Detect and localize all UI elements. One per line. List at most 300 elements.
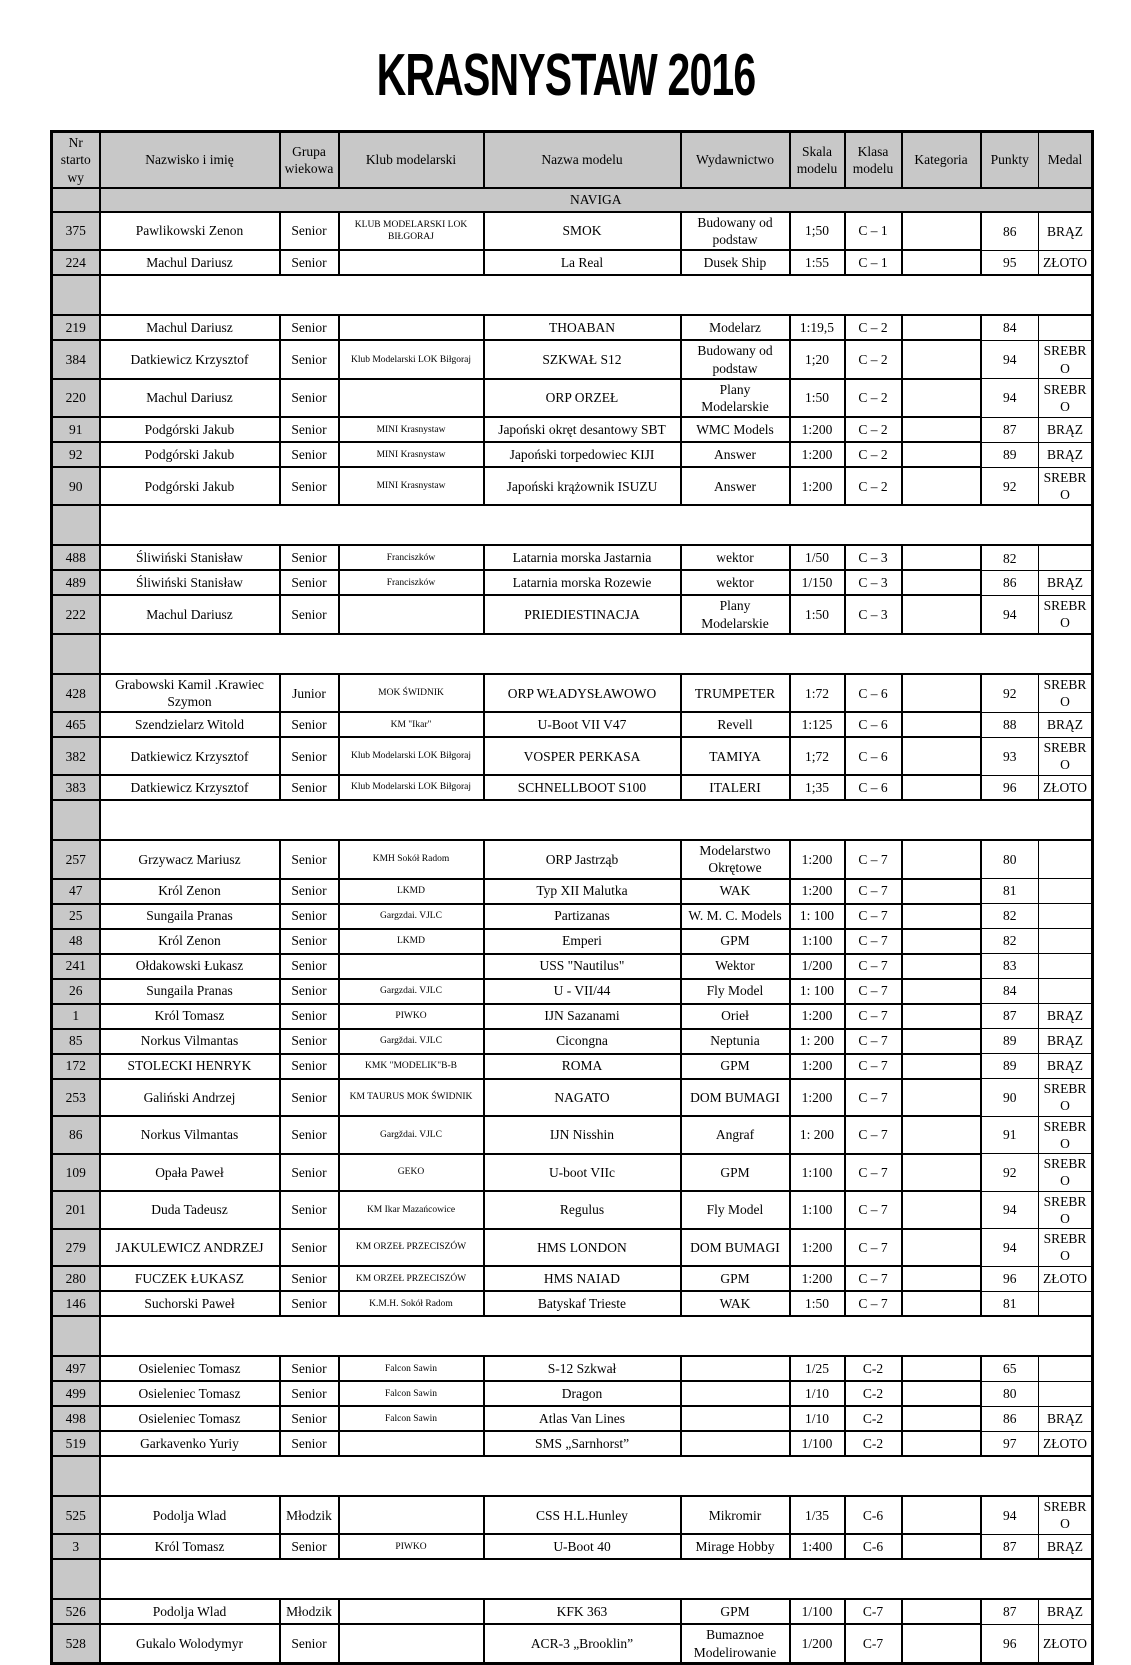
cell-age-group: Senior [280,1624,339,1663]
cell-age-group: Senior [280,379,339,418]
cell-model-name: U - VII/44 [484,979,681,1004]
cell-category [902,1079,981,1117]
cell-medal: ZŁOTO [1039,250,1093,275]
cell-points: 82 [981,929,1039,954]
cell-age-group: Senior [280,1029,339,1054]
cell-model-name: Dragon [484,1381,681,1406]
cell-competitor-name: Król Zenon [100,929,280,954]
cell-medal: ZŁOTO [1039,1266,1093,1291]
cell-points: 82 [981,545,1039,570]
cell-age-group: Senior [280,467,339,505]
cell-model-class: C – 7 [845,879,902,904]
cell-publisher: ITALERI [681,775,790,800]
cell-start-number: 48 [52,929,100,954]
cell-model-scale: 1:100 [790,929,845,954]
cell-publisher [681,1381,790,1406]
cell-competitor-name: STOLECKI HENRYK [100,1054,280,1079]
cell-points: 89 [981,1054,1039,1079]
cell-model-class: C – 7 [845,954,902,979]
cell-age-group: Senior [280,1079,339,1117]
cell-model-class: C – 7 [845,1029,902,1054]
cell-model-scale: 1:200 [790,879,845,904]
cell-competitor-name: FUCZEK ŁUKASZ [100,1266,280,1291]
cell-age-group: Senior [280,840,339,879]
cell-publisher: GPM [681,1054,790,1079]
cell-model-name: SZKWAŁ S12 [484,340,681,379]
cell-medal: BRĄZ [1039,1004,1093,1029]
cell-start-number: 26 [52,979,100,1004]
cell-publisher: Fly Model [681,979,790,1004]
cell-points: 81 [981,879,1039,904]
cell-medal: SREBRO [1039,1496,1093,1534]
cell-model-club: KM ORZEŁ PRZECISZÓW [339,1229,484,1267]
cell-publisher: Answer [681,467,790,505]
cell-model-club: KMH Sokół Radom [339,840,484,879]
cell-model-class: C – 7 [845,840,902,879]
column-header-model-name: Nazwa modelu [484,132,681,188]
cell-model-name: Regulus [484,1191,681,1229]
cell-model-class: C-7 [845,1624,902,1663]
cell-competitor-name: Osieleniec Tomasz [100,1406,280,1431]
cell-medal [1039,545,1093,570]
cell-competitor-name: Norkus Vilmantas [100,1116,280,1154]
cell-model-class: C – 7 [845,1079,902,1117]
cell-competitor-name: Król Zenon [100,879,280,904]
cell-points: 92 [981,1154,1039,1192]
cell-medal: ZŁOTO [1039,1431,1093,1456]
cell-age-group: Senior [280,1229,339,1267]
table-row [52,1266,1093,1291]
cell-model-class: C-6 [845,1496,902,1534]
cell-competitor-name: JAKULEWICZ ANDRZEJ [100,1229,280,1267]
cell-category [902,737,981,775]
cell-age-group: Senior [280,712,339,737]
cell-model-club: Falcon Sawin [339,1406,484,1431]
cell-category [902,929,981,954]
cell-model-club: KMK "MODELIK"B-B [339,1054,484,1079]
cell-model-scale: 1:200 [790,840,845,879]
cell-competitor-name: Podgórski Jakub [100,442,280,467]
cell-category [902,879,981,904]
column-header-medal: Medal [1039,132,1093,188]
cell-publisher: W. M. C. Models [681,904,790,929]
cell-age-group: Senior [280,1116,339,1154]
cell-model-class: C – 7 [845,1191,902,1229]
cell-competitor-name: Datkiewicz Krzysztof [100,775,280,800]
cell-publisher: GPM [681,1154,790,1192]
cell-medal: BRĄZ [1039,1054,1093,1079]
cell-competitor-name: Galiński Andrzej [100,1079,280,1117]
table-row [52,979,1093,1004]
cell-model-scale: 1:125 [790,712,845,737]
cell-start-number: 219 [52,315,100,340]
spacer-cell [100,634,1093,674]
cell-model-club: PIWKO [339,1004,484,1029]
cell-medal: BRĄZ [1039,1599,1093,1624]
cell-medal [1039,1356,1093,1381]
table-row [52,1534,1093,1559]
cell-model-club: LKMD [339,929,484,954]
cell-points: 87 [981,417,1039,442]
cell-competitor-name: Gukalo Wolodymyr [100,1624,280,1663]
cell-model-class: C – 7 [845,929,902,954]
cell-model-club: PIWKO [339,1534,484,1559]
cell-competitor-name: Opała Paweł [100,1154,280,1192]
cell-start-number [52,505,100,545]
cell-model-club: Klub Modelarski LOK Biłgoraj [339,340,484,379]
cell-competitor-name: Machul Dariusz [100,595,280,634]
cell-model-club [339,595,484,634]
table-row [52,1004,1093,1029]
cell-model-scale: 1:200 [790,1266,845,1291]
cell-competitor-name: Machul Dariusz [100,315,280,340]
cell-category [902,595,981,634]
cell-medal: SREBRO [1039,674,1093,713]
cell-start-number: 47 [52,879,100,904]
cell-start-number: 528 [52,1624,100,1663]
cell-points: 94 [981,1496,1039,1534]
cell-publisher: Budowany od podstaw [681,212,790,251]
cell-model-club: Falcon Sawin [339,1356,484,1381]
table-row [52,570,1093,595]
cell-category [902,1191,981,1229]
cell-age-group: Senior [280,570,339,595]
cell-model-name: NAGATO [484,1079,681,1117]
cell-publisher: Bumaznoe Modelirowanie [681,1624,790,1663]
cell-start-number: 109 [52,1154,100,1192]
cell-model-scale: 1/100 [790,1431,845,1456]
cell-model-class: C – 7 [845,904,902,929]
cell-category [902,1431,981,1456]
cell-start-number: 86 [52,1116,100,1154]
cell-model-name: CSS H.L.Hunley [484,1496,681,1534]
cell-model-scale: 1:200 [790,1004,845,1029]
cell-publisher: Fly Model [681,1191,790,1229]
cell-model-name: USS "Nautilus" [484,954,681,979]
cell-model-class: C – 7 [845,1004,902,1029]
cell-model-name: ROMA [484,1054,681,1079]
cell-model-club: Klub Modelarski LOK Biłgoraj [339,737,484,775]
cell-category [902,1266,981,1291]
cell-model-class: C – 7 [845,1229,902,1267]
cell-model-name: Latarnia morska Rozewie [484,570,681,595]
cell-start-number [52,1316,100,1356]
spacer-cell [100,800,1093,840]
cell-competitor-name: Osieleniec Tomasz [100,1381,280,1406]
cell-points: 96 [981,1266,1039,1291]
cell-points: 89 [981,442,1039,467]
cell-model-club: Gargždai. VJLC [339,1029,484,1054]
table-row [52,417,1093,442]
column-header-start-number: Nr starto wy [52,132,100,188]
table-row [52,545,1093,570]
cell-points: 84 [981,315,1039,340]
cell-points: 94 [981,1191,1039,1229]
cell-start-number: 488 [52,545,100,570]
cell-medal: BRĄZ [1039,1534,1093,1559]
cell-competitor-name: Król Tomasz [100,1534,280,1559]
table-row [52,674,1093,713]
cell-model-class: C-2 [845,1356,902,1381]
cell-model-scale: 1: 200 [790,1116,845,1154]
spacer-cell [100,505,1093,545]
cell-model-name: HMS NAIAD [484,1266,681,1291]
cell-model-class: C – 2 [845,417,902,442]
cell-publisher: Angraf [681,1116,790,1154]
cell-model-club: KM ORZEŁ PRZECISZÓW [339,1266,484,1291]
cell-start-number: 525 [52,1496,100,1534]
cell-start-number: 383 [52,775,100,800]
cell-start-number: 241 [52,954,100,979]
cell-competitor-name: Sungaila Pranas [100,904,280,929]
cell-age-group: Senior [280,1356,339,1381]
cell-model-scale: 1:200 [790,1054,845,1079]
cell-points: 94 [981,595,1039,634]
cell-model-class: C – 6 [845,712,902,737]
table-row [52,1624,1093,1663]
cell-model-class: C-2 [845,1381,902,1406]
cell-category [902,1356,981,1381]
cell-points: 94 [981,379,1039,418]
cell-publisher [681,1406,790,1431]
cell-medal: SREBRO [1039,340,1093,379]
cell-category [902,570,981,595]
cell-age-group: Senior [280,442,339,467]
cell-model-club: MINI Krasnystaw [339,467,484,505]
cell-points: 87 [981,1004,1039,1029]
cell-model-class: C – 2 [845,315,902,340]
cell-start-number: 3 [52,1534,100,1559]
cell-points: 87 [981,1534,1039,1559]
cell-competitor-name: Podgórski Jakub [100,467,280,505]
cell-medal: SREBRO [1039,1191,1093,1229]
cell-model-club: MOK ŚWIDNIK [339,674,484,713]
cell-category [902,1496,981,1534]
cell-start-number: 90 [52,467,100,505]
cell-age-group: Senior [280,417,339,442]
cell-competitor-name: Machul Dariusz [100,250,280,275]
cell-medal: BRĄZ [1039,417,1093,442]
cell-model-club: LKMD [339,879,484,904]
cell-model-club [339,1431,484,1456]
cell-category [902,954,981,979]
spacer-row [52,1316,1093,1356]
cell-age-group: Senior [280,545,339,570]
cell-model-scale: 1:100 [790,1191,845,1229]
cell-medal: ZŁOTO [1039,775,1093,800]
cell-model-name: Latarnia morska Jastarnia [484,545,681,570]
table-row [52,737,1093,775]
cell-model-scale: 1:200 [790,1229,845,1267]
cell-model-club: Gargždai. VJLC [339,1116,484,1154]
cell-category [902,840,981,879]
cell-points: 80 [981,840,1039,879]
table-row [52,1054,1093,1079]
cell-model-name: SMS „Sarnhorst” [484,1431,681,1456]
cell-competitor-name: Datkiewicz Krzysztof [100,737,280,775]
cell-competitor-name: Sungaila Pranas [100,979,280,1004]
cell-category [902,1406,981,1431]
cell-model-class: C – 3 [845,570,902,595]
cell-start-number: 498 [52,1406,100,1431]
cell-start-number: 25 [52,904,100,929]
cell-model-scale: 1:50 [790,595,845,634]
cell-model-club [339,1496,484,1534]
cell-points: 65 [981,1356,1039,1381]
table-row [52,467,1093,505]
cell-model-class: C – 1 [845,250,902,275]
cell-model-class: C – 7 [845,1266,902,1291]
cell-model-name: Japoński krążownik ISUZU [484,467,681,505]
cell-model-name: THOABAN [484,315,681,340]
spacer-row [52,505,1093,545]
spacer-cell [100,1559,1093,1599]
cell-points: 96 [981,775,1039,800]
cell-age-group: Senior [280,315,339,340]
cell-model-name: U-Boot VII V47 [484,712,681,737]
cell-model-scale: 1;72 [790,737,845,775]
cell-model-club: Gargzdai. VJLC [339,979,484,1004]
cell-publisher: DOM BUMAGI [681,1229,790,1267]
table-row [52,379,1093,418]
cell-start-number: 220 [52,379,100,418]
cell-competitor-name: Pawlikowski Zenon [100,212,280,251]
cell-model-scale: 1:72 [790,674,845,713]
cell-age-group: Młodzik [280,1496,339,1534]
cell-model-club: Franciszków [339,570,484,595]
cell-medal: SREBRO [1039,737,1093,775]
cell-publisher: Revell [681,712,790,737]
cell-start-number [52,1559,100,1599]
table-row [52,1496,1093,1534]
cell-points: 81 [981,1291,1039,1316]
cell-medal: ZŁOTO [1039,1624,1093,1663]
table-row [52,775,1093,800]
cell-publisher: wektor [681,570,790,595]
cell-start-number: 1 [52,1004,100,1029]
cell-model-name: ORP Jastrząb [484,840,681,879]
column-header-model-club: Klub modelarski [339,132,484,188]
spacer-cell [100,1316,1093,1356]
cell-points: 80 [981,1381,1039,1406]
table-row [52,1116,1093,1154]
cell-points: 82 [981,904,1039,929]
table-row [52,212,1093,251]
cell-publisher: Mikromir [681,1496,790,1534]
cell-publisher: Neptunia [681,1029,790,1054]
cell-medal [1039,1291,1093,1316]
cell-publisher: TAMIYA [681,737,790,775]
cell-start-number: 222 [52,595,100,634]
cell-model-class: C – 2 [845,442,902,467]
cell-age-group: Senior [280,595,339,634]
cell-age-group: Senior [280,1191,339,1229]
cell-publisher: Modelarz [681,315,790,340]
cell-publisher: Answer [681,442,790,467]
cell-medal [1039,904,1093,929]
column-header-model-class: Klasa modelu [845,132,902,188]
cell-age-group: Senior [280,1291,339,1316]
cell-publisher: wektor [681,545,790,570]
table-row [52,595,1093,634]
cell-start-number: 375 [52,212,100,251]
cell-category [902,1229,981,1267]
cell-category [902,979,981,1004]
cell-publisher [681,1356,790,1381]
table-row [52,904,1093,929]
table-row [52,840,1093,879]
cell-publisher: WAK [681,879,790,904]
cell-category [902,340,981,379]
cell-model-scale: 1: 100 [790,979,845,1004]
cell-category [902,315,981,340]
cell-age-group: Senior [280,1004,339,1029]
cell-category [902,1029,981,1054]
cell-start-number: 280 [52,1266,100,1291]
cell-medal: SREBRO [1039,1154,1093,1192]
cell-competitor-name: Król Tomasz [100,1004,280,1029]
cell-medal: SREBRO [1039,1229,1093,1267]
cell-model-club: KLUB MODELARSKI LOK BIŁGORAJ [339,212,484,251]
table-row [52,954,1093,979]
cell-start-number: 92 [52,442,100,467]
cell-category [902,467,981,505]
cell-model-scale: 1;20 [790,340,845,379]
cell-model-class: C – 6 [845,674,902,713]
cell-start-number: 279 [52,1229,100,1267]
cell-age-group: Senior [280,775,339,800]
cell-model-class: C – 7 [845,1116,902,1154]
cell-competitor-name: Podolja Wlad [100,1496,280,1534]
cell-model-name: ACR-3 „Brooklin” [484,1624,681,1663]
cell-publisher: WMC Models [681,417,790,442]
cell-start-number: 172 [52,1054,100,1079]
cell-competitor-name: Podgórski Jakub [100,417,280,442]
cell-model-class: C – 7 [845,1291,902,1316]
cell-model-name: S-12 Szkwał [484,1356,681,1381]
cell-age-group: Senior [280,879,339,904]
cell-category [902,1381,981,1406]
cell-model-scale: 1/200 [790,954,845,979]
cell-model-scale: 1: 100 [790,904,845,929]
cell-start-number: 489 [52,570,100,595]
cell-medal [1039,315,1093,340]
cell-start-number [52,1456,100,1496]
cell-model-club: KM "Ikar" [339,712,484,737]
table-row [52,250,1093,275]
cell-category [902,250,981,275]
cell-model-scale: 1/10 [790,1406,845,1431]
cell-age-group: Młodzik [280,1599,339,1624]
cell-competitor-name: Machul Dariusz [100,379,280,418]
cell-model-club [339,379,484,418]
cell-model-club [339,250,484,275]
cell-model-class: C – 6 [845,775,902,800]
cell-publisher [681,1431,790,1456]
column-header-points: Punkty [981,132,1039,188]
cell-points: 87 [981,1599,1039,1624]
cell-category [902,1599,981,1624]
cell-model-club: MINI Krasnystaw [339,442,484,467]
cell-model-scale: 1/150 [790,570,845,595]
cell-model-scale: 1:200 [790,467,845,505]
cell-category [902,1116,981,1154]
column-header-competitor-name: Nazwisko i imię [100,132,280,188]
cell-model-name: Atlas Van Lines [484,1406,681,1431]
table-row [52,1599,1093,1624]
cell-age-group: Senior [280,1266,339,1291]
cell-points: 94 [981,1229,1039,1267]
